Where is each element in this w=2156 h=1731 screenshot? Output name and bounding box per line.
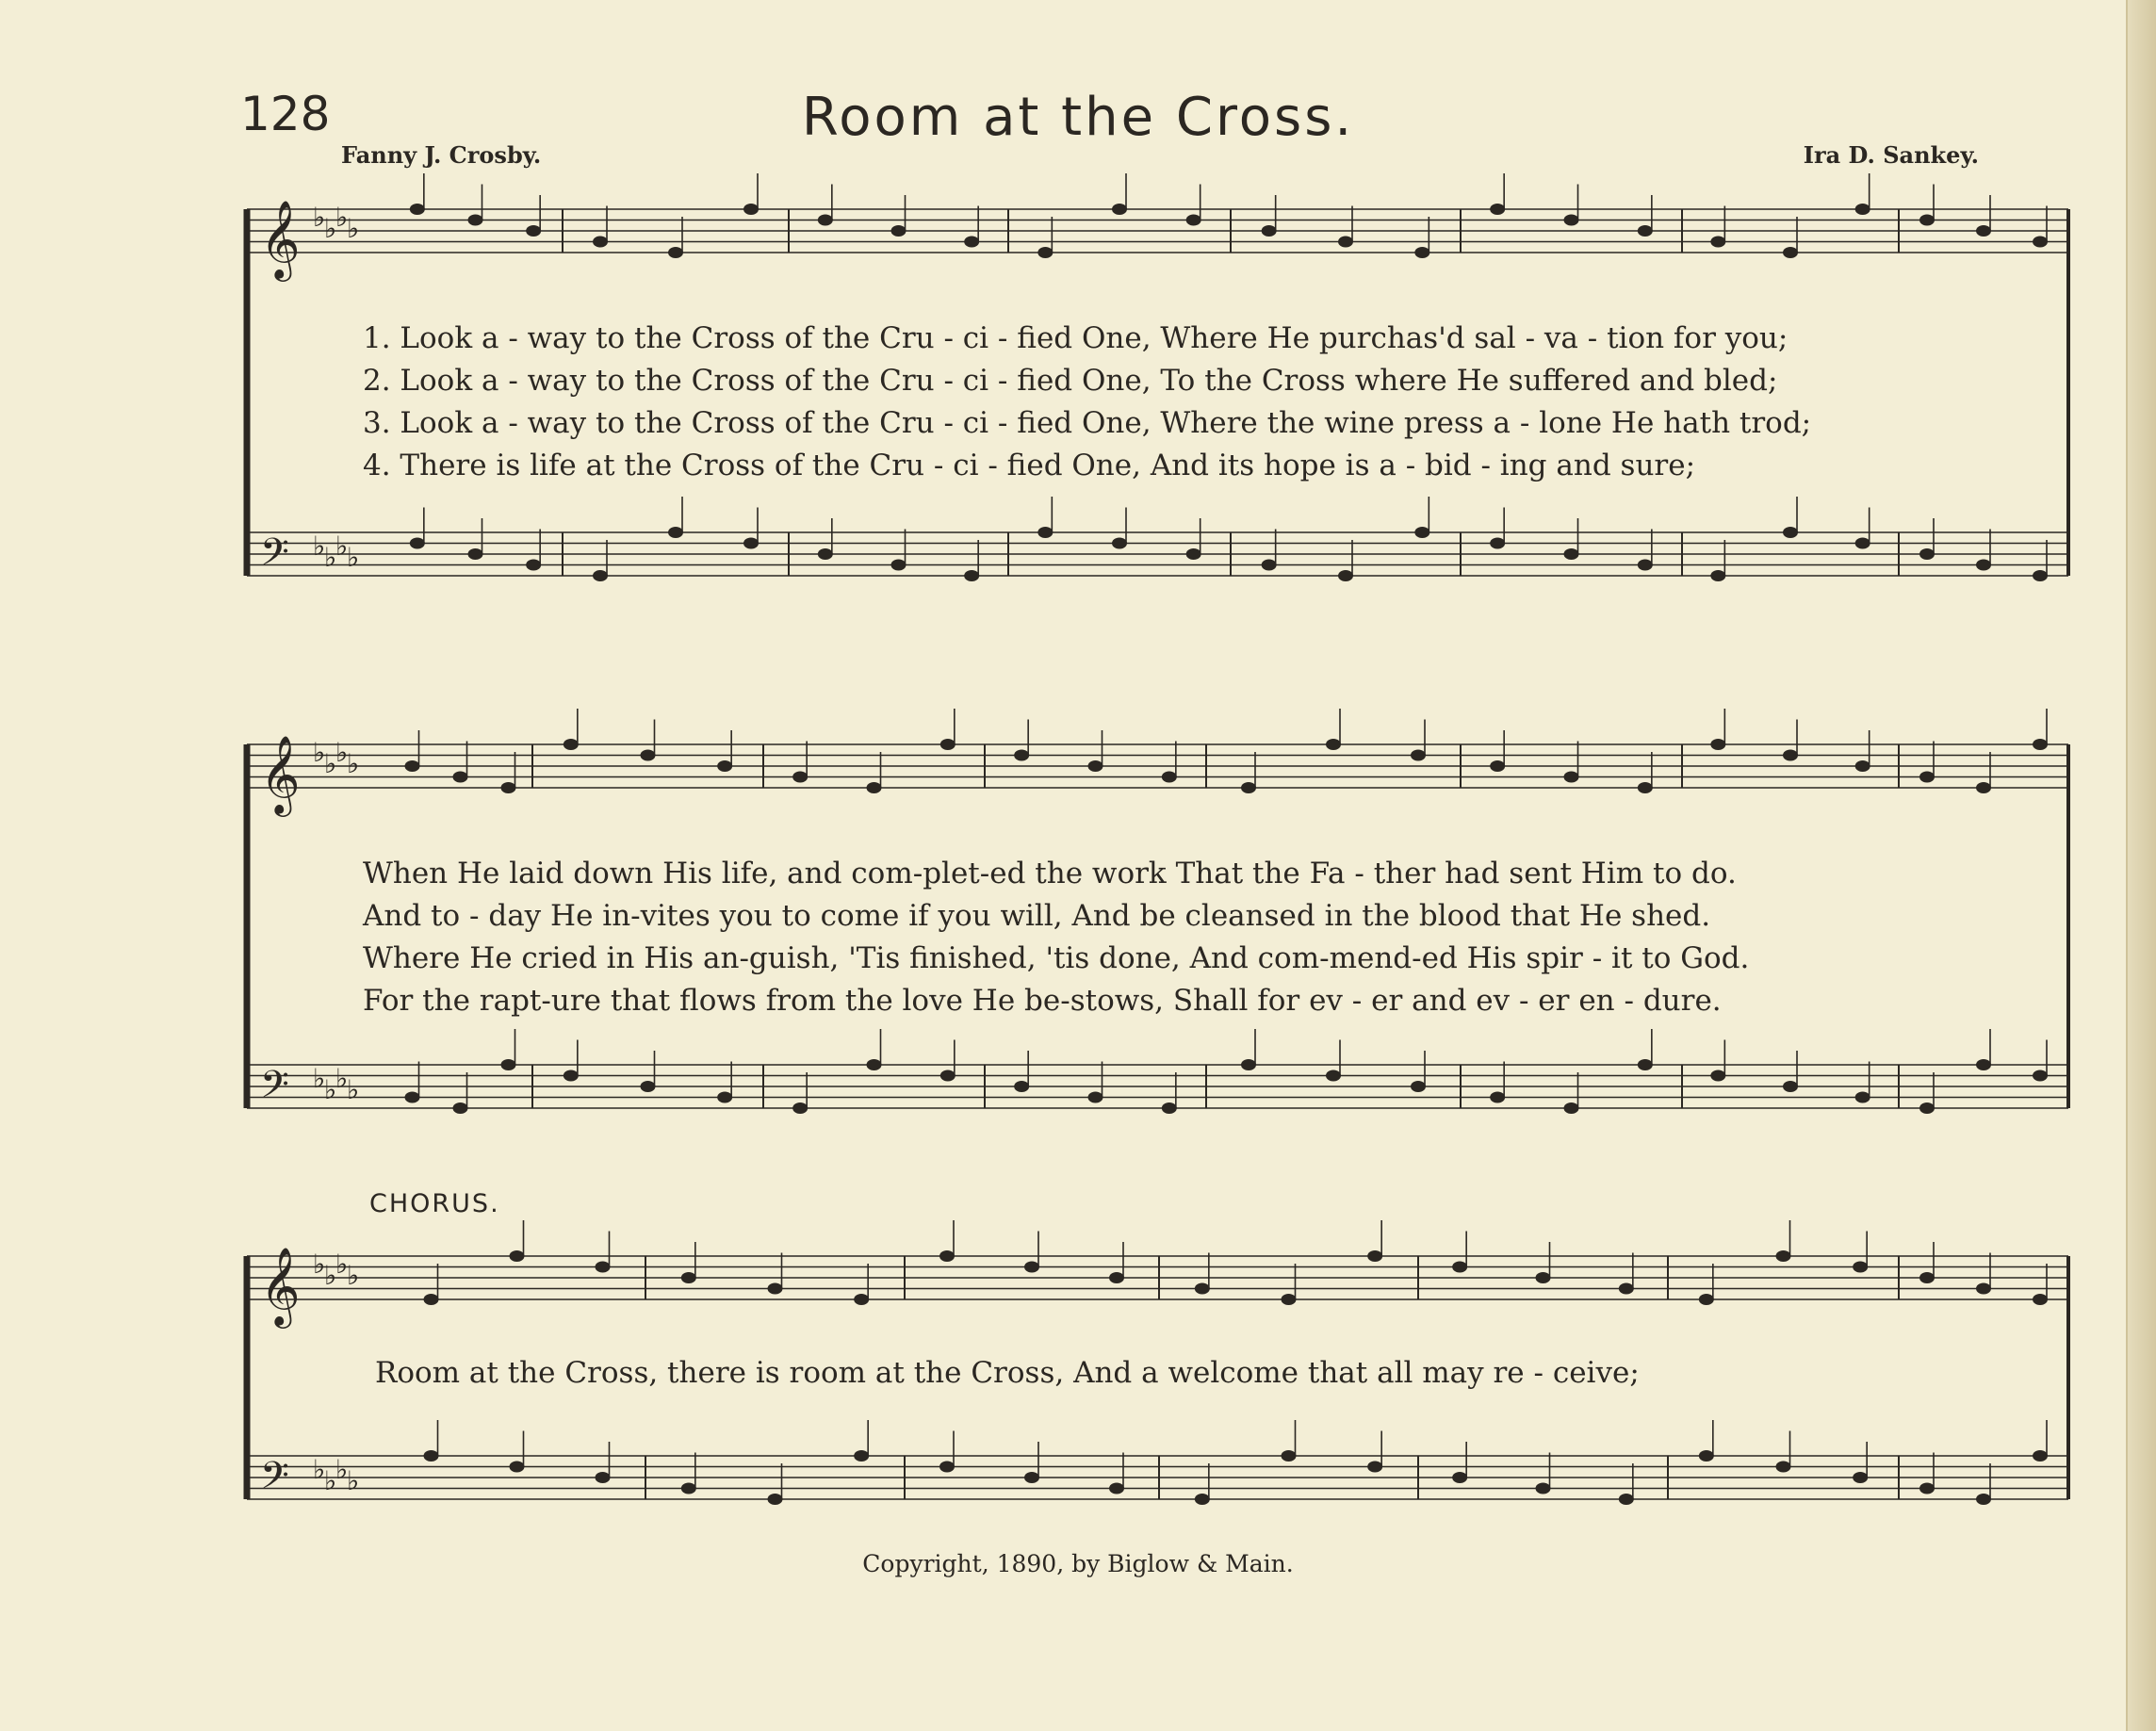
svg-text:♭: ♭ — [347, 1074, 360, 1105]
chorus-label: CHORUS. — [369, 1189, 500, 1218]
svg-text:♭: ♭ — [313, 531, 326, 562]
svg-text:♭: ♭ — [335, 531, 349, 562]
svg-text:♭: ♭ — [335, 737, 349, 768]
svg-text:♭: ♭ — [324, 748, 337, 779]
svg-text:♭: ♭ — [347, 748, 360, 779]
svg-text:𝄢: 𝄢 — [260, 1454, 289, 1507]
svg-text:♭: ♭ — [324, 1074, 337, 1105]
chorus-lyrics — [375, 1352, 1640, 1395]
staff-s1-treble — [247, 173, 2068, 282]
svg-text:♭: ♭ — [347, 542, 360, 573]
lyricist-credit: Fanny J. Crosby. — [341, 141, 542, 169]
chorus-line: Room at the Cross, there is room at the Cross, And a welcome that all may re - ceive; — [375, 1356, 1640, 1390]
svg-text:♭: ♭ — [324, 542, 337, 573]
svg-text:♭: ♭ — [347, 1465, 360, 1496]
verse-1-line-cont: When He laid down His life, and com-plet-ed the work That the Fa - ther had sent Him to do. — [363, 857, 1737, 890]
svg-text:♭: ♭ — [335, 202, 349, 233]
staff-s2-bass — [247, 1029, 2068, 1116]
staff-s3-bass — [247, 1420, 2068, 1507]
svg-text:♭: ♭ — [313, 1249, 326, 1280]
svg-text:𝄞: 𝄞 — [260, 199, 301, 278]
svg-text:♭: ♭ — [313, 737, 326, 768]
hymn-title: Room at the Cross. — [801, 87, 1355, 148]
svg-text:𝄢: 𝄢 — [260, 1063, 289, 1116]
page-number: 128 — [240, 87, 331, 141]
svg-text:♭: ♭ — [324, 213, 337, 244]
verse-lyrics-part1 — [363, 318, 1811, 487]
svg-text:♭: ♭ — [324, 1260, 337, 1291]
svg-text:♭: ♭ — [313, 1063, 326, 1094]
svg-text:𝄢: 𝄢 — [260, 531, 289, 583]
svg-text:♭: ♭ — [313, 1454, 326, 1485]
composer-credit: Ira D. Sankey. — [1803, 141, 1979, 169]
verse-4-line: 4. There is life at the Cross of the Cru - ci - fied One, And its hope is a - bid - ing and sure; — [363, 449, 1696, 482]
svg-text:𝄞: 𝄞 — [260, 1246, 301, 1325]
svg-text:♭: ♭ — [335, 1454, 349, 1485]
verse-lyrics-part2 — [363, 853, 1749, 1022]
copyright-notice: Copyright, 1890, by Biglow & Main. — [862, 1550, 1294, 1577]
verse-2-line: 2. Look a - way to the Cross of the Cru - ci - fied One, To the Cross where He suffered and bled; — [363, 364, 1778, 398]
verse-1-line: 1. Look a - way to the Cross of the Cru - ci - fied One, Where He purchas'd sal - va - tion for you; — [363, 321, 1788, 355]
svg-text:𝄞: 𝄞 — [260, 734, 301, 813]
svg-text:♭: ♭ — [347, 213, 360, 244]
verse-3-line-cont: Where He cried in His an-guish, 'Tis finished, 'tis done, And com-mend-ed His spir - it to God. — [363, 941, 1750, 975]
staff-s2-treble — [247, 709, 2068, 817]
staff-s1-bass — [247, 497, 2068, 583]
svg-text:♭: ♭ — [313, 202, 326, 233]
verse-3-line: 3. Look a - way to the Cross of the Cru - ci - fied One, Where the wine press a - lone He hath trod; — [363, 406, 1812, 440]
svg-text:♭: ♭ — [335, 1063, 349, 1094]
verse-4-line-cont: For the rapt-ure that flows from the love He be-stows, Shall for ev - er and ev - er en - dure. — [363, 984, 1722, 1018]
staff-s3-treble — [247, 1220, 2068, 1329]
verse-2-line-cont: And to - day He in-vites you to come if you will, And be cleansed in the blood that He shed. — [363, 899, 1711, 933]
svg-text:♭: ♭ — [347, 1260, 360, 1291]
svg-text:♭: ♭ — [324, 1465, 337, 1496]
svg-text:♭: ♭ — [335, 1249, 349, 1280]
